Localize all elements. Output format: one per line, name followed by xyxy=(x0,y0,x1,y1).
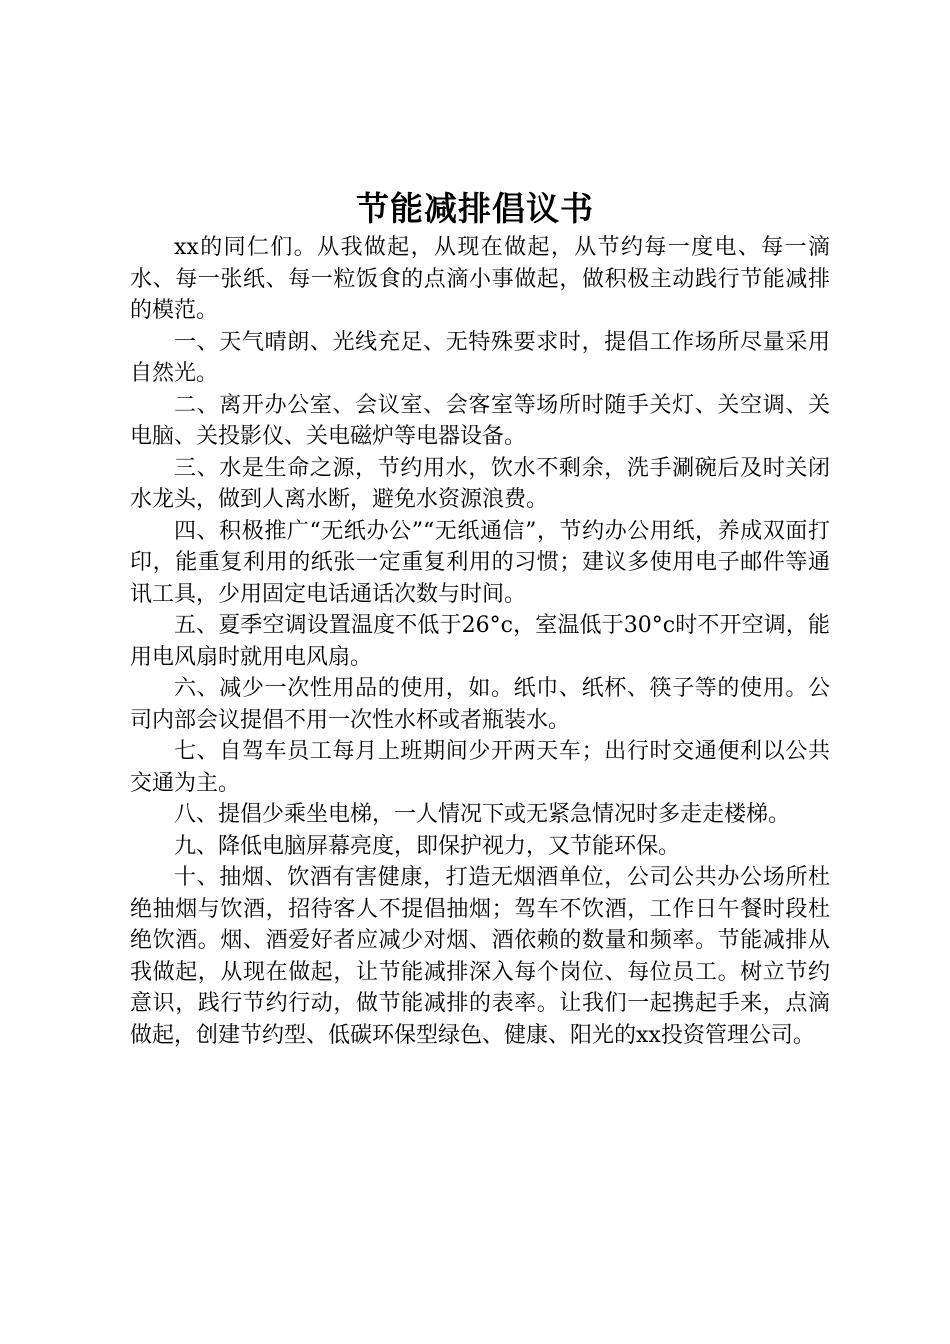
document-title: 节能减排倡议书 xyxy=(356,189,594,228)
paragraph-item-6: 六、减少一次性用品的使用，如。纸巾、纸杯、筷子等的使用。公司内部会议提倡不用一次性水杯或者瓶装水。 xyxy=(130,676,830,733)
paragraph-item-1: 一、天气晴朗、光线充足、无特殊要求时，提倡工作场所尽量采用自然光。 xyxy=(130,329,830,386)
paragraph-item-9: 九、降低电脑屏幕亮度，即保护视力，又节能环保。 xyxy=(174,833,681,859)
paragraph-item-7: 七、自驾车员工每月上班期间少开两天车；出行时交通便利以公共交通为主。 xyxy=(130,739,830,796)
paragraph-item-4: 四、积极推广“无纸办公”“无纸通信”，节约办公用纸，养成双面打印，能重复利用的纸张一定重复利用的习惯；建议多使用电子邮件等通讯工具，少用固定电话通话次数与时间。 xyxy=(130,518,830,607)
paragraph-item-8: 八、提倡少乘坐电梯，一人情况下或无紧急情况时多走走楼梯。 xyxy=(174,802,791,827)
paragraph-item-5: 五、夏季空调设置温度不低于26°c，室温低于30°c时不开空调，能用电风扇时就用电风扇。 xyxy=(130,613,830,670)
document-body xyxy=(130,232,830,1051)
paragraph-intro: xx的同仁们。从我做起，从现在做起，从节约每一度电、每一滴水、每一张纸、每一粒饭食的点滴小事做起，做积极主动践行节能减排的模范。 xyxy=(130,235,830,323)
paragraph-item-3: 三、水是生命之源，节约用水，饮水不剩余，洗手涮碗后及时关闭水龙头，做到人离水断，避免水资源浪费。 xyxy=(130,455,830,512)
paragraph-item-2: 二、离开办公室、会议室、会客室等场所时随手关灯、关空调、关电脑、关投影仪、关电磁炉等电器设备。 xyxy=(130,392,830,449)
paragraph-item-10: 十、抽烟、饮酒有害健康，打造无烟酒单位，公司公共办公场所杜绝抽烟与饮酒，招待客人不提倡抽烟；驾车不饮酒，工作日午餐时段杜绝饮酒。烟、酒爱好者应减少对烟、酒依赖的数量和频率。节能减排从我做起，从现在做起，让节能减排深入每个岗位、每位员工。树立节约意识，践行节约行动，做节能减排的表率。让我们一起携起手来，点滴做起，创建节约型、低碳环保型绿色、健康、阳光的xx投资管理公司。 xyxy=(130,865,830,1048)
